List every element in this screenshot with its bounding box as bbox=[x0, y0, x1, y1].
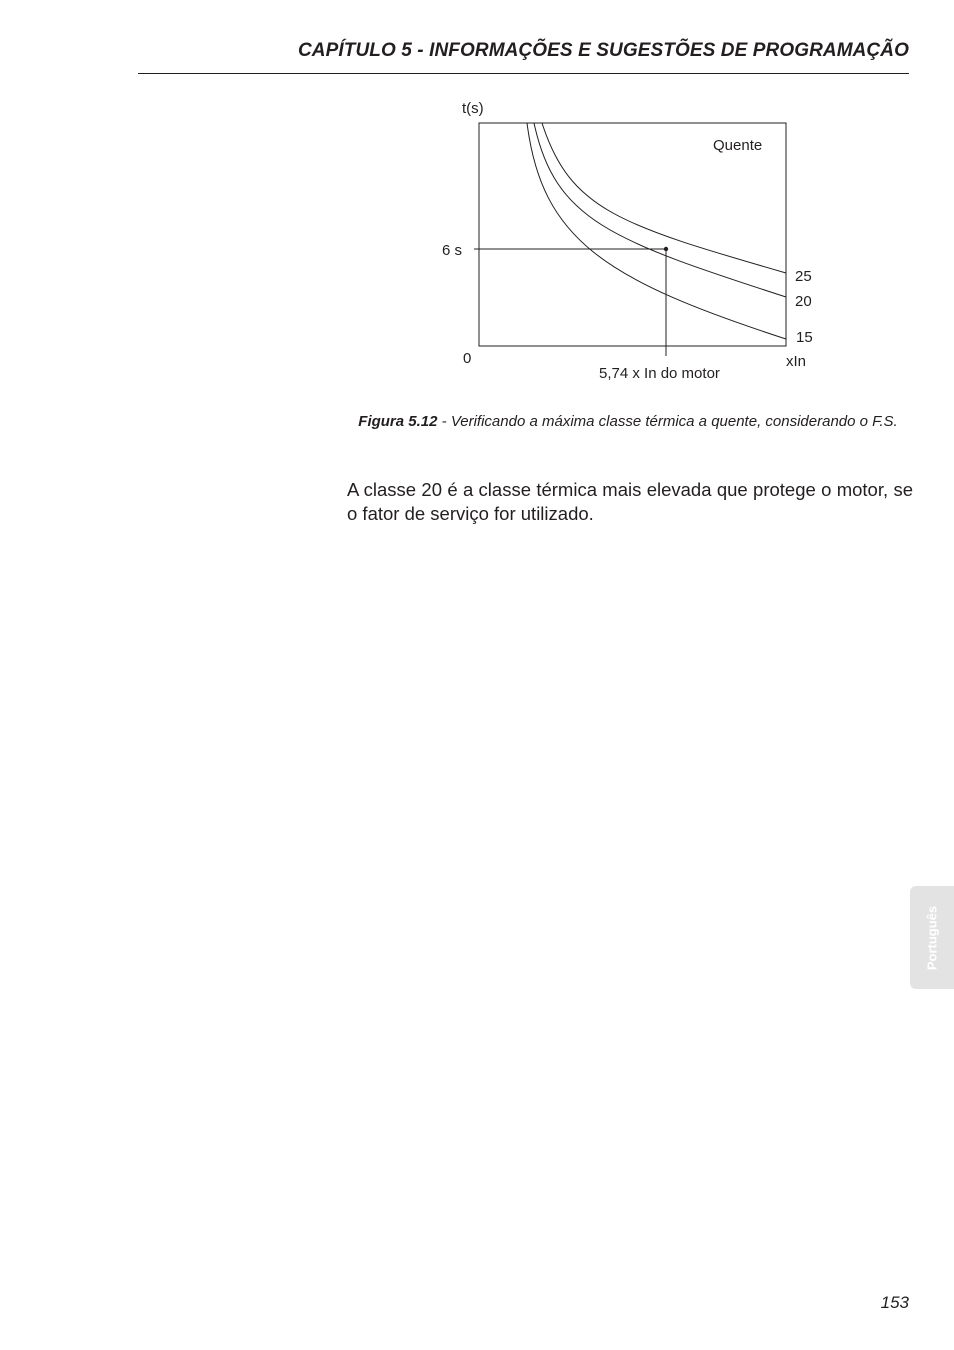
curve-class-15 bbox=[527, 123, 786, 339]
chapter-header: CAPÍTULO 5 - INFORMAÇÕES E SUGESTÕES DE PROGRAMAÇÃO bbox=[297, 40, 909, 61]
marker-x-label: 5,74 x In do motor bbox=[599, 365, 720, 382]
curve-label-15: 15 bbox=[796, 329, 813, 346]
origin-label: 0 bbox=[463, 350, 472, 367]
thermal-class-figure bbox=[420, 90, 830, 390]
figure-number: Figura 5.12 bbox=[358, 413, 438, 430]
marker-y-label: 6 s bbox=[442, 242, 463, 259]
page-number: 153 bbox=[880, 1293, 909, 1312]
plot-frame bbox=[479, 123, 786, 346]
header-divider bbox=[138, 73, 909, 74]
x-axis-label: xIn bbox=[786, 353, 807, 370]
y-axis-label: t(s) bbox=[462, 100, 484, 117]
language-tab-label: Português bbox=[924, 905, 940, 970]
marker-point bbox=[664, 247, 668, 251]
figure-caption-text: - Verificando a máxima classe térmica a quente, considerando o F.S. bbox=[437, 413, 898, 430]
body-paragraph: A classe 20 é a classe térmica mais elevada que protege o motor, se o fator de serviço for utilizado. bbox=[347, 479, 913, 524]
language-tab bbox=[910, 886, 954, 989]
curve-label-20: 20 bbox=[795, 293, 812, 310]
region-label: Quente bbox=[713, 137, 763, 154]
figure-caption bbox=[347, 410, 909, 433]
curve-label-25: 25 bbox=[795, 268, 812, 285]
